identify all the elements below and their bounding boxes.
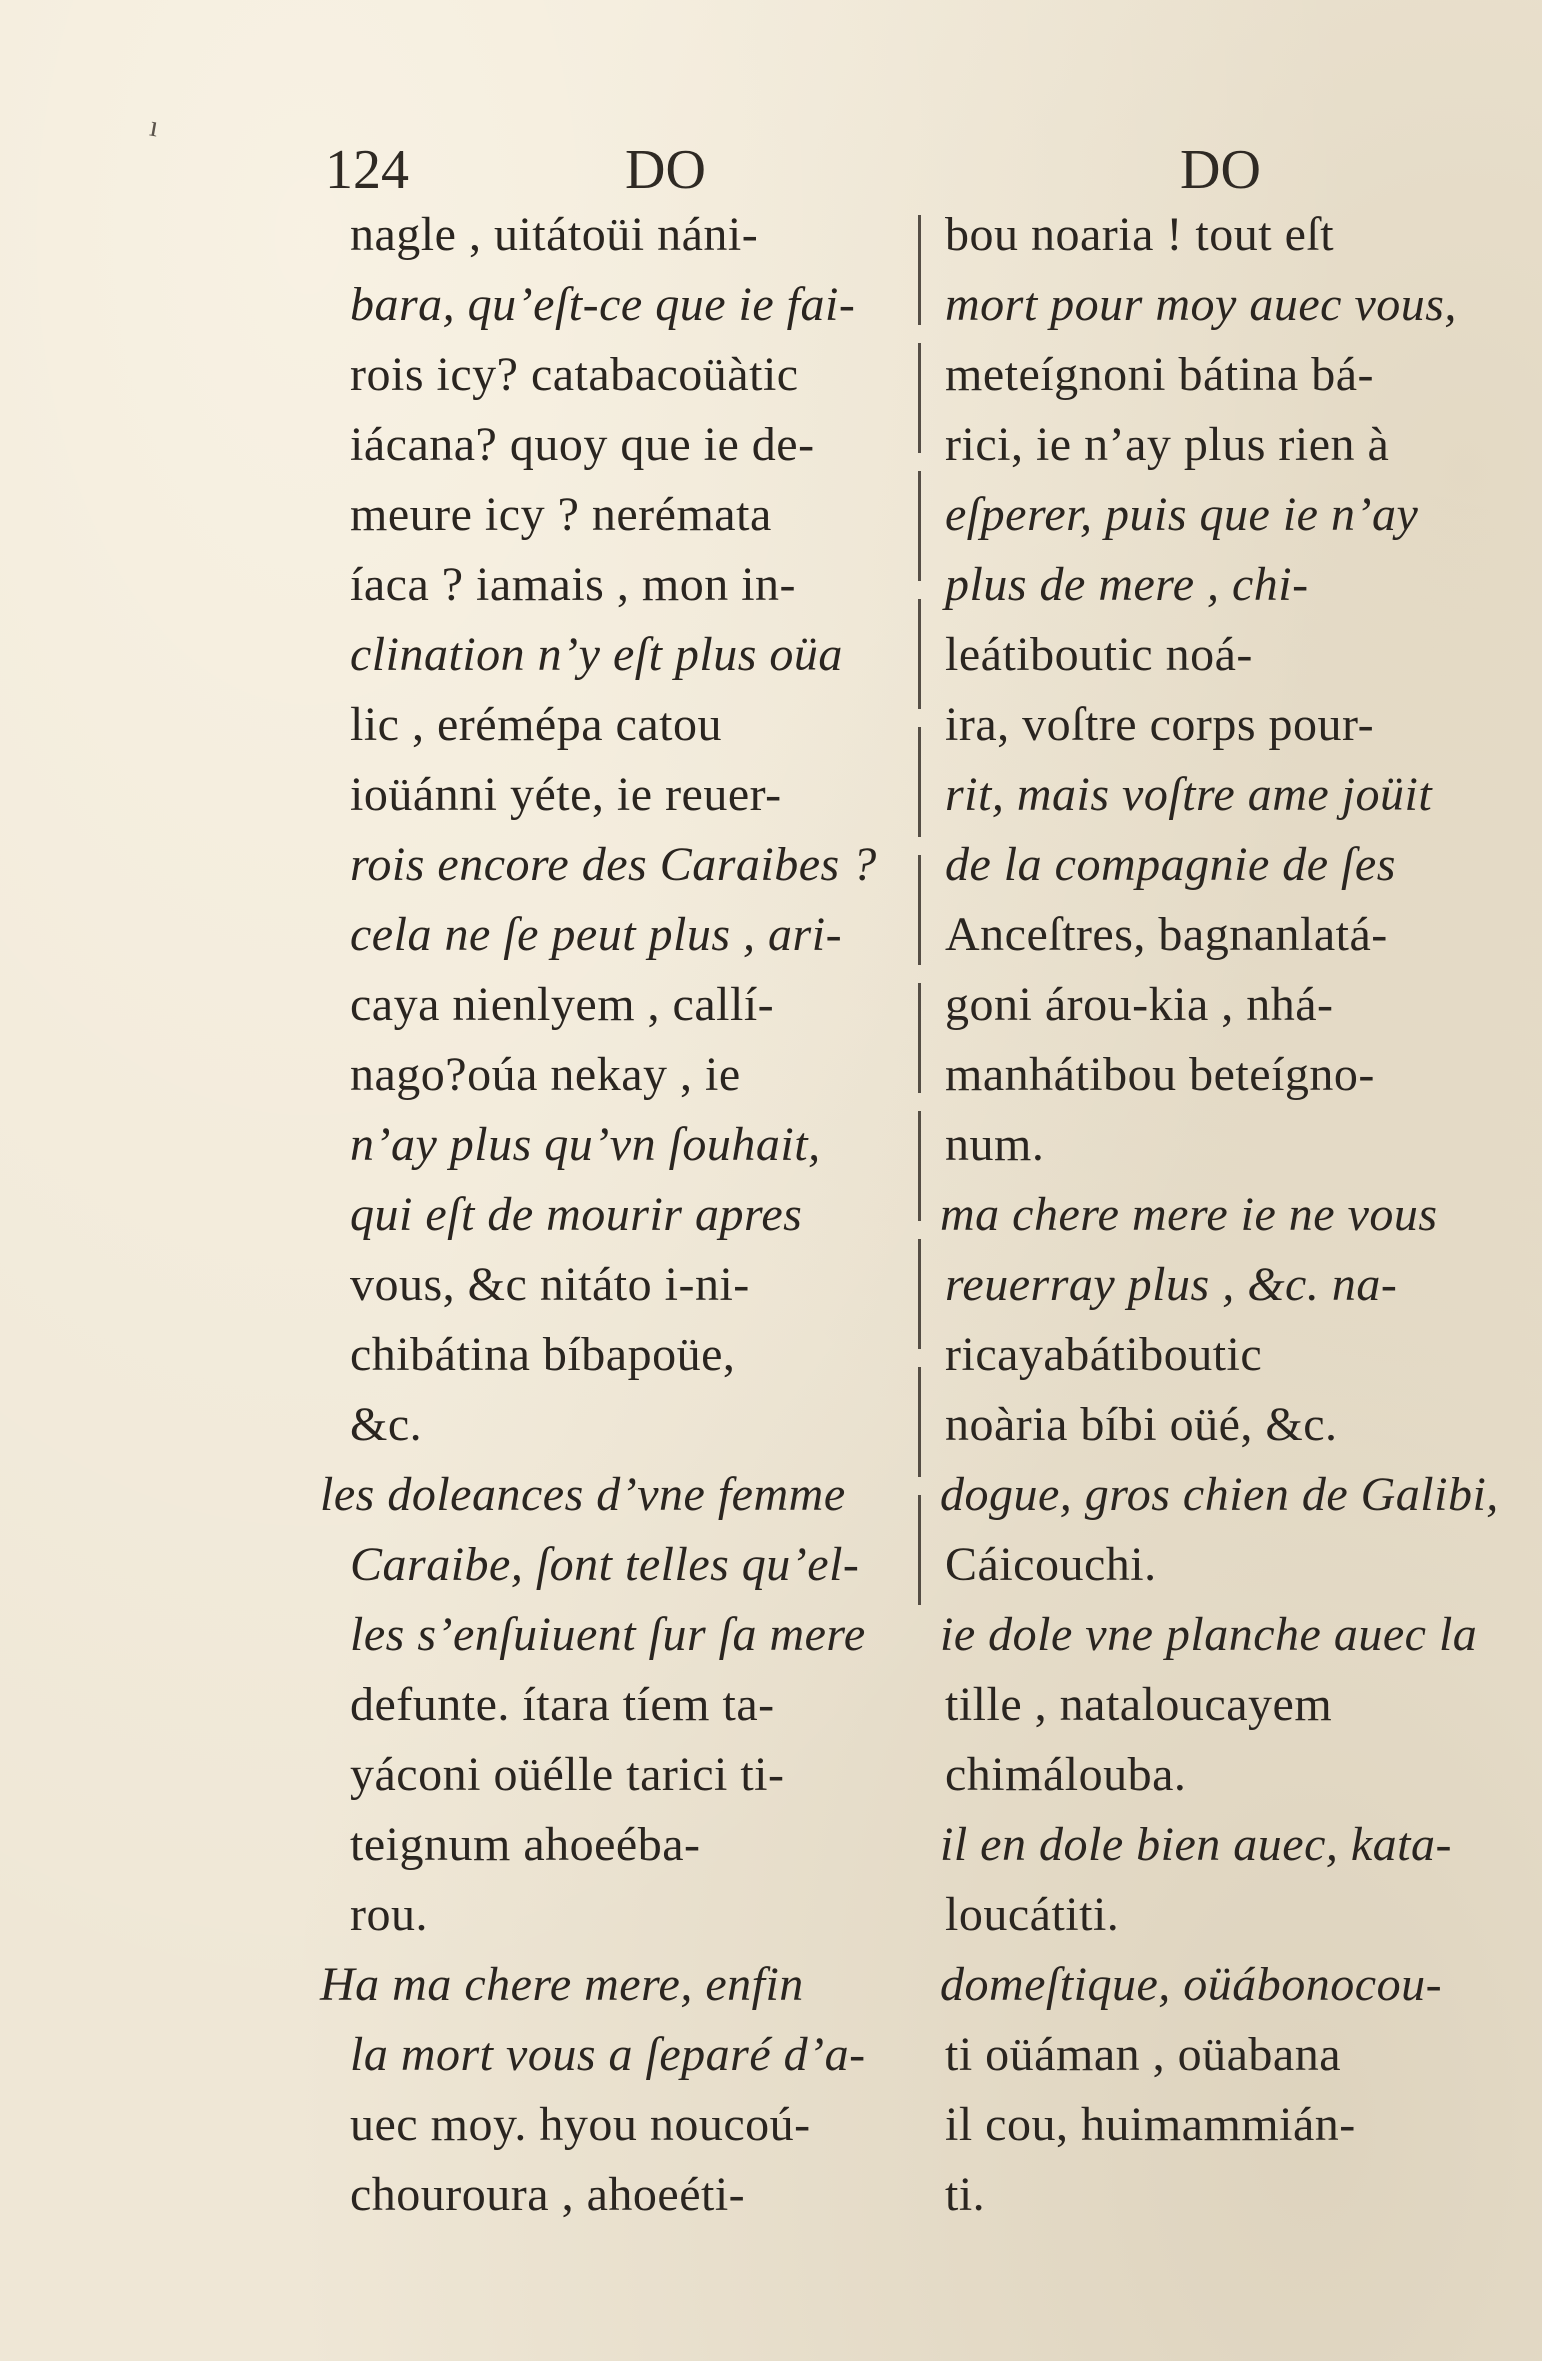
left-column-line: vous, &c nitáto i-ni- — [350, 1258, 750, 1311]
left-column-line: nago?oúa nekay , ie — [350, 1048, 741, 1101]
right-column-line: Anceſtres, bagnanlatá- — [945, 908, 1388, 961]
right-column-line: domeſtique, oüábonocou- — [940, 1958, 1443, 2011]
right-column-line: num. — [945, 1118, 1045, 1171]
right-column-line: tille , nataloucayem — [945, 1678, 1333, 1731]
left-column — [320, 200, 910, 2230]
left-running-head: DO — [625, 139, 706, 201]
left-column-line: lic , eréméра catou — [350, 698, 722, 751]
right-column-line: ira, voſtre corps pour- — [945, 698, 1375, 751]
right-column-line: bou noaria ! tout eſt — [945, 208, 1335, 261]
right-column-line: il cou, huimammián- — [945, 2098, 1356, 2151]
right-running-head: DO — [1180, 139, 1261, 201]
right-column-line: loucátiti. — [945, 1888, 1120, 1941]
left-column-line: clination n’y eſt plus oüa — [350, 628, 843, 681]
left-column-line: bara, qu’eſt-ce que ie fai- — [350, 278, 856, 331]
left-column-line: la mort vous a ſeparé d’a- — [350, 2028, 866, 2081]
left-column-line: cela ne ſe peut plus , ari- — [350, 908, 843, 961]
left-column-line: rois icy? catabacoüàtic — [350, 348, 799, 401]
right-column-line: plus de mere , chi- — [945, 558, 1309, 611]
right-column-line: mort pour moy auec vous, — [945, 278, 1457, 331]
left-column-line: rou. — [350, 1888, 428, 1941]
left-column-line: chibátina bíbapoüe, — [350, 1328, 736, 1381]
right-column-line: leátiboutic noá- — [945, 628, 1253, 681]
right-column-line: eſperer, puis que ie n’ay — [945, 488, 1419, 541]
left-column-line: chouroura , ahoeéti- — [350, 2168, 746, 2221]
right-column-line: rit, mais voſtre ame joüit — [945, 768, 1433, 821]
right-column-line: ie dole vne planche auec la — [940, 1608, 1478, 1661]
left-column-line: ioüánni yéte, ie reuer- — [350, 768, 782, 821]
left-column-line: teignum ahoeéba- — [350, 1818, 701, 1871]
right-column-line: ti oüáman , oüabana — [945, 2028, 1342, 2081]
left-column-line: defunte. ítara tíem ta- — [350, 1678, 775, 1731]
left-column-line: qui eſt de mourir apres — [350, 1188, 803, 1241]
right-column-line: il en dole bien auec, kata- — [940, 1818, 1452, 1871]
left-column-line: les doleances d’vne femme — [320, 1468, 846, 1521]
left-column-line: uec moy. hyou noucoú- — [350, 2098, 811, 2151]
left-column-line: &c. — [350, 1398, 423, 1451]
margin-mark: ı — [147, 109, 162, 144]
right-column-line: ma chere mere ie ne vous — [940, 1188, 1438, 1241]
right-column-line: goni árou-kia , nhá- — [945, 978, 1334, 1031]
left-column-line: yáconi oüélle tarici ti- — [350, 1748, 785, 1801]
right-column-line: dogue, gros chien de Galibi, — [940, 1468, 1499, 1521]
right-column-line: chimálouba. — [945, 1748, 1187, 1801]
left-column-line: meure icy ? nerémata — [350, 488, 772, 541]
right-column-line: reuerray plus , &c. na- — [945, 1258, 1398, 1311]
left-column-line: caya nienlyem , callí- — [350, 978, 775, 1031]
left-column-line: nagle , uitátoüi náni- — [350, 208, 759, 261]
page-number: 124 — [325, 139, 409, 201]
right-column-line: noària bíbi oüé, &c. — [945, 1398, 1338, 1451]
left-column-line: Ha ma chere mere, enfin — [320, 1958, 804, 2011]
right-column — [940, 200, 1505, 2230]
right-column-line: Cáicouchi. — [945, 1538, 1157, 1591]
left-column-line: rois encore des Caraibes ? — [350, 838, 877, 891]
left-column-line: íaca ? iamais , mon in- — [350, 558, 797, 611]
left-column-line: iácana? quoy que ie de- — [350, 418, 815, 471]
right-column-line: ti. — [945, 2168, 986, 2221]
left-column-line: Caraibe, ſont telles qu’el- — [350, 1538, 860, 1591]
column-divider — [918, 215, 921, 1615]
right-column-line: rici, ie n’ay plus rien à — [945, 418, 1390, 471]
right-column-line: ricayabátiboutic — [945, 1328, 1263, 1381]
right-column-line: meteígnoni bátina bá- — [945, 348, 1375, 401]
left-column-line: les s’enſuiuent ſur ſa mere — [350, 1608, 866, 1661]
right-column-line: de la compagnie de ſes — [945, 838, 1396, 891]
left-column-line: n’ay plus qu’vn ſouhait, — [350, 1118, 821, 1171]
right-column-line: manhátibou beteígno- — [945, 1048, 1375, 1101]
